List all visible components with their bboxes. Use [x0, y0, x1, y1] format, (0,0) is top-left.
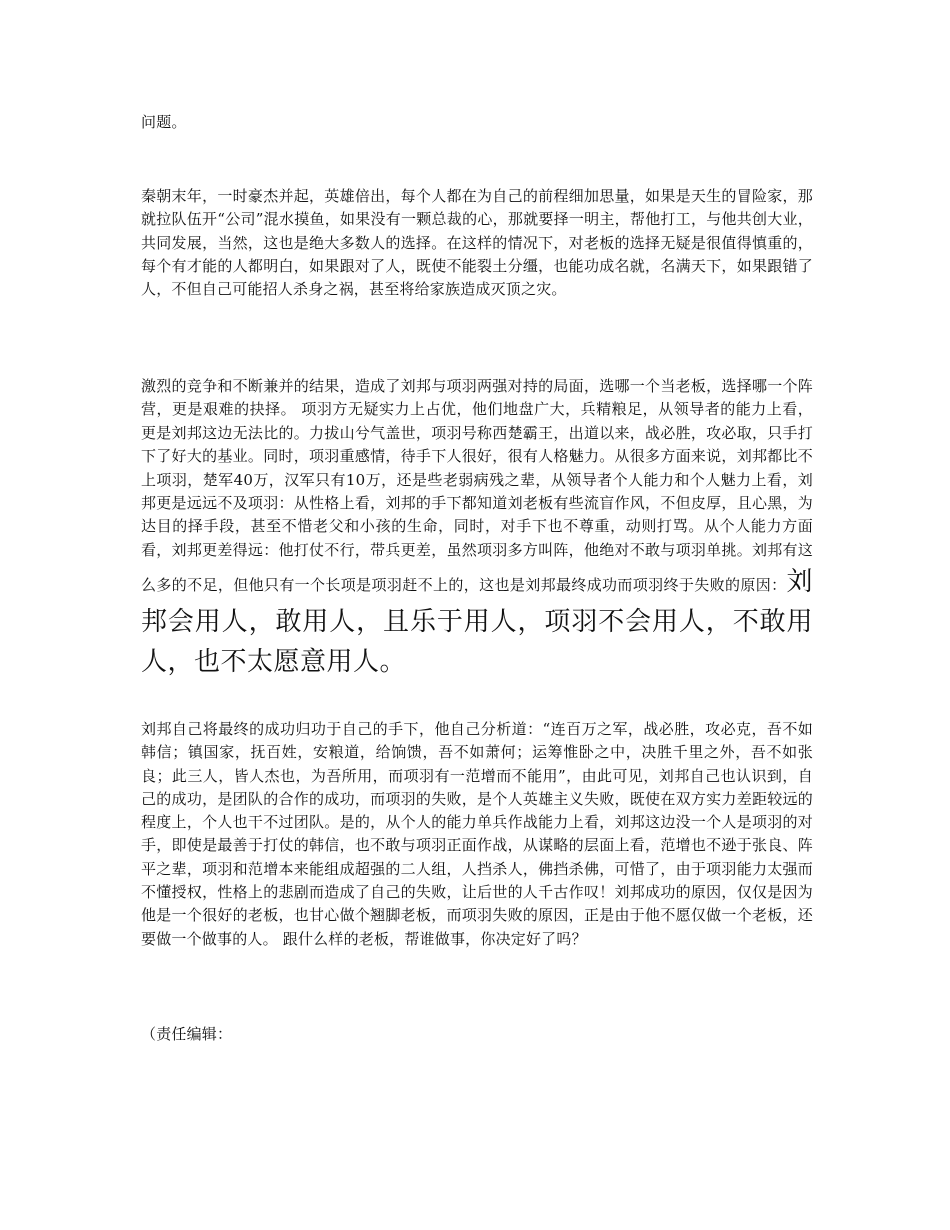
- paragraph-team-success: 刘邦自己将最终的成功归功于自己的手下，他自己分析道：“连百万之军，战必胜，攻必克，吾不如韩信；镇国家，抚百姓，安粮道，给饷馈，吾不如萧何；运筹惟卧之中，决胜千里之外，吾不如张良；此三人，皆人杰也，为吾所用，而项羽有一范增而不能用”，由此可见，刘邦自己也认识到，自己的成功，是团队的合作的成功，而项羽的失败，是个人英雄主义失败，既使在双方实力差距较远的程度上，个人也干不过团队。是的，从个人的能力单兵作战能力上看，刘邦这边没一个人是项羽的对手，即使是最善于打仗的韩信，也不敢与项羽正面作战，从谋略的层面上看，范增也不逊于张良、阵平之辈，项羽和范增本来能组成超强的二人组，人挡杀人，佛挡杀佛，可惜了，由于项羽能力太强而不懂授权，性格上的悲剧而造成了自己的失败，让后世的人千古作叹！刘邦成功的原因，仅仅是因为他是一个很好的老板，也甘心做个翘脚老板，而项羽失败的原因，正是由于他不愿仅做一个老板，还要做一个做事的人。 跟什么样的老板，帮谁做事，你决定好了吗？: [141, 720, 813, 948]
- paragraph-fragment: 问题。: [141, 113, 187, 131]
- paragraph-body-text: 激烈的竞争和不断兼并的结果，造成了刘邦与项羽两强对持的局面，选哪一个当老板，选择哪一个阵营，更是艰难的抉择。 项羽方无疑实力上占优，他们地盘广大，兵精粮足，从领导者的能力上看，更是刘邦这边无法比的。力拔山兮气盖世，项羽号称西楚霸王，出道以来，战必胜，攻必取，只手打下了好大的基业。同时，项羽重感情，待手下人很好，很有人格魅力。从很多方面来说，刘邦都比不上项羽，楚军40万，汉军只有10万，还是些老弱病残之辈，从领导者个人能力和个人魅力上看，刘邦更是远远不及项羽：从性格上看，刘邦的手下都知道刘老板有些流盲作风，不但皮厚，且心黑，为达目的择手段，甚至不惜老父和小孩的生命，同时，对手下也不尊重，动则打骂。从个人能力方面看，刘邦更差得远：他打仗不行，带兵更差，虽然项羽多方叫阵，他绝对不敢与项羽单挑。刘邦有这么多的不足，但他只有一个长项是项羽赶不上的，这也是刘邦最终成功而项羽终于失败的原因：: [141, 377, 813, 595]
- emphasis-text: 刘邦会用人，敢用人，且乐于用人，项羽不会用人，不敢用人，也不太愿意用人。: [141, 567, 813, 678]
- editor-credit: （责任编辑：: [141, 1025, 233, 1043]
- paragraph-qin-dynasty: 秦朝末年，一时豪杰并起，英雄倍出，每个人都在为自己的前程细加思量，如果是天生的冒险家，那就拉队伍开“公司”混水摸鱼，如果没有一颗总裁的心，那就要择一明主，帮他打工，与他共创大业，共同发展，当然，这也是绝大多数人的选择。在这样的情况下，对老板的选择无疑是很值得慎重的，每个有才能的人都明白，如果跟对了人，既使不能裂土分缰，也能功成名就，名满天下，如果跟错了人，不但自己可能招人杀身之祸，甚至将给家族造成灭顶之灾。: [141, 187, 813, 299]
- paragraph-liu-bang-xiang-yu: [141, 375, 813, 682]
